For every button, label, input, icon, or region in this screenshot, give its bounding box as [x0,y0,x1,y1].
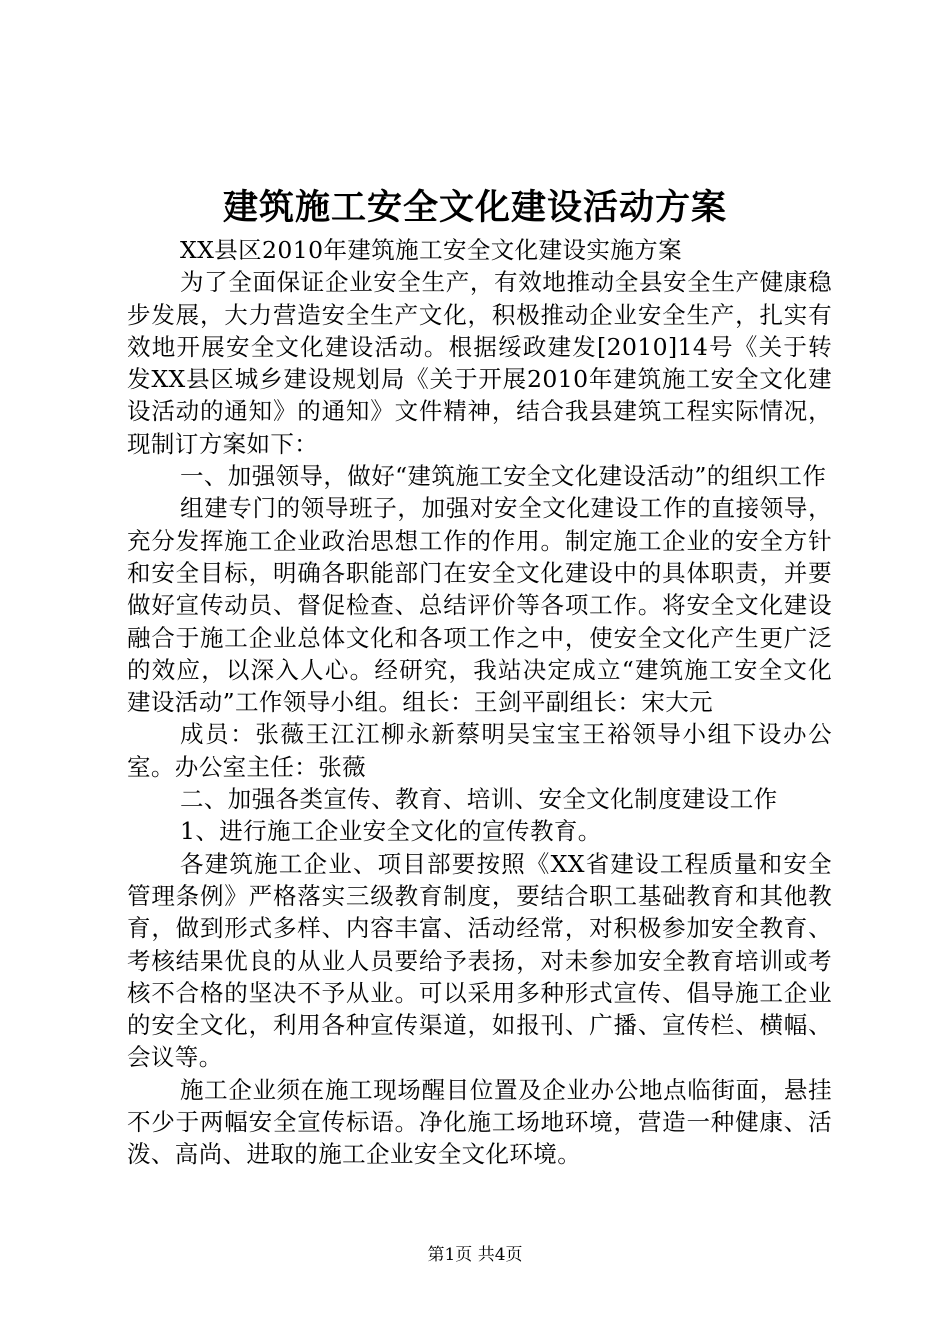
intro-paragraph: 为了全面保证企业安全生产，有效地推动全县安全生产健康稳步发展，大力营造安全生产文化，积极推动企业安全生产，扎实有效地开展安全文化建设活动。根据绥政建发[2010]14号《关于转发XX县区城乡建设规划局《关于开展2010年建筑施工安全文化建设活动的通知》的通知》文件精神，结合我县建筑工程实际情况，现制订方案如下： [127,268,832,458]
document-title: 建筑施工安全文化建设活动方案 [222,187,727,228]
subtitle-paragraph: XX县区2010年建筑施工安全文化建设实施方案 [180,236,682,264]
document-body [127,234,832,1171]
members-paragraph: 成员：张薇王江江柳永新蔡明吴宝宝王裕领导小组下设办公室。办公室主任：张薇 [127,720,832,781]
section-heading-1: 一、加强领导，做好“建筑施工安全文化建设活动”的组织工作 [180,462,827,491]
section-heading-2: 二、加强各类宣传、教育、培训、安全文化制度建设工作 [180,785,778,814]
slogan-paragraph: 施工企业须在施工现场醒目位置及企业办公地点临街面，悬挂不少于两幅安全宣传标语。净化施工场地环境，营造一种健康、活泼、高尚、进取的施工企业安全文化环境。 [127,1075,832,1169]
subsection-heading-1: 1、进行施工企业安全文化的宣传教育。 [180,817,602,846]
education-paragraph: 各建筑施工企业、项目部要按照《XX省建设工程质量和安全管理条例》严格落实三级教育制度，要结合职工基础教育和其他教育，做到形式多样、内容丰富、活动经常，对积极参加安全教育、考核结果优良的从业人员要给予表扬，对未参加安全教育培训或考核不合格的坚决不予从业。可以采用多种形式宣传、倡导施工企业的安全文化，利用各种宣传渠道，如报刊、广播、宣传栏、横幅、会议等。 [127,849,832,1072]
page-footer: 第1页 共4页 [427,1245,523,1265]
leadership-paragraph: 组建专门的领导班子，加强对安全文化建设工作的直接领导，充分发挥施工企业政治思想工作的作用。制定施工企业的安全方针和安全目标，明确各职能部门在安全文化建设中的具体职责，并要做好宣传动员、督促检查、总结评价等各项工作。将安全文化建设融合于施工企业总体文化和各项工作之中，使安全文化产生更广泛的效应，以深入人心。经研究，我站决定成立“建筑施工安全文化建设活动”工作领导小组。组长：王剑平副组长：宋大元 [127,494,832,717]
